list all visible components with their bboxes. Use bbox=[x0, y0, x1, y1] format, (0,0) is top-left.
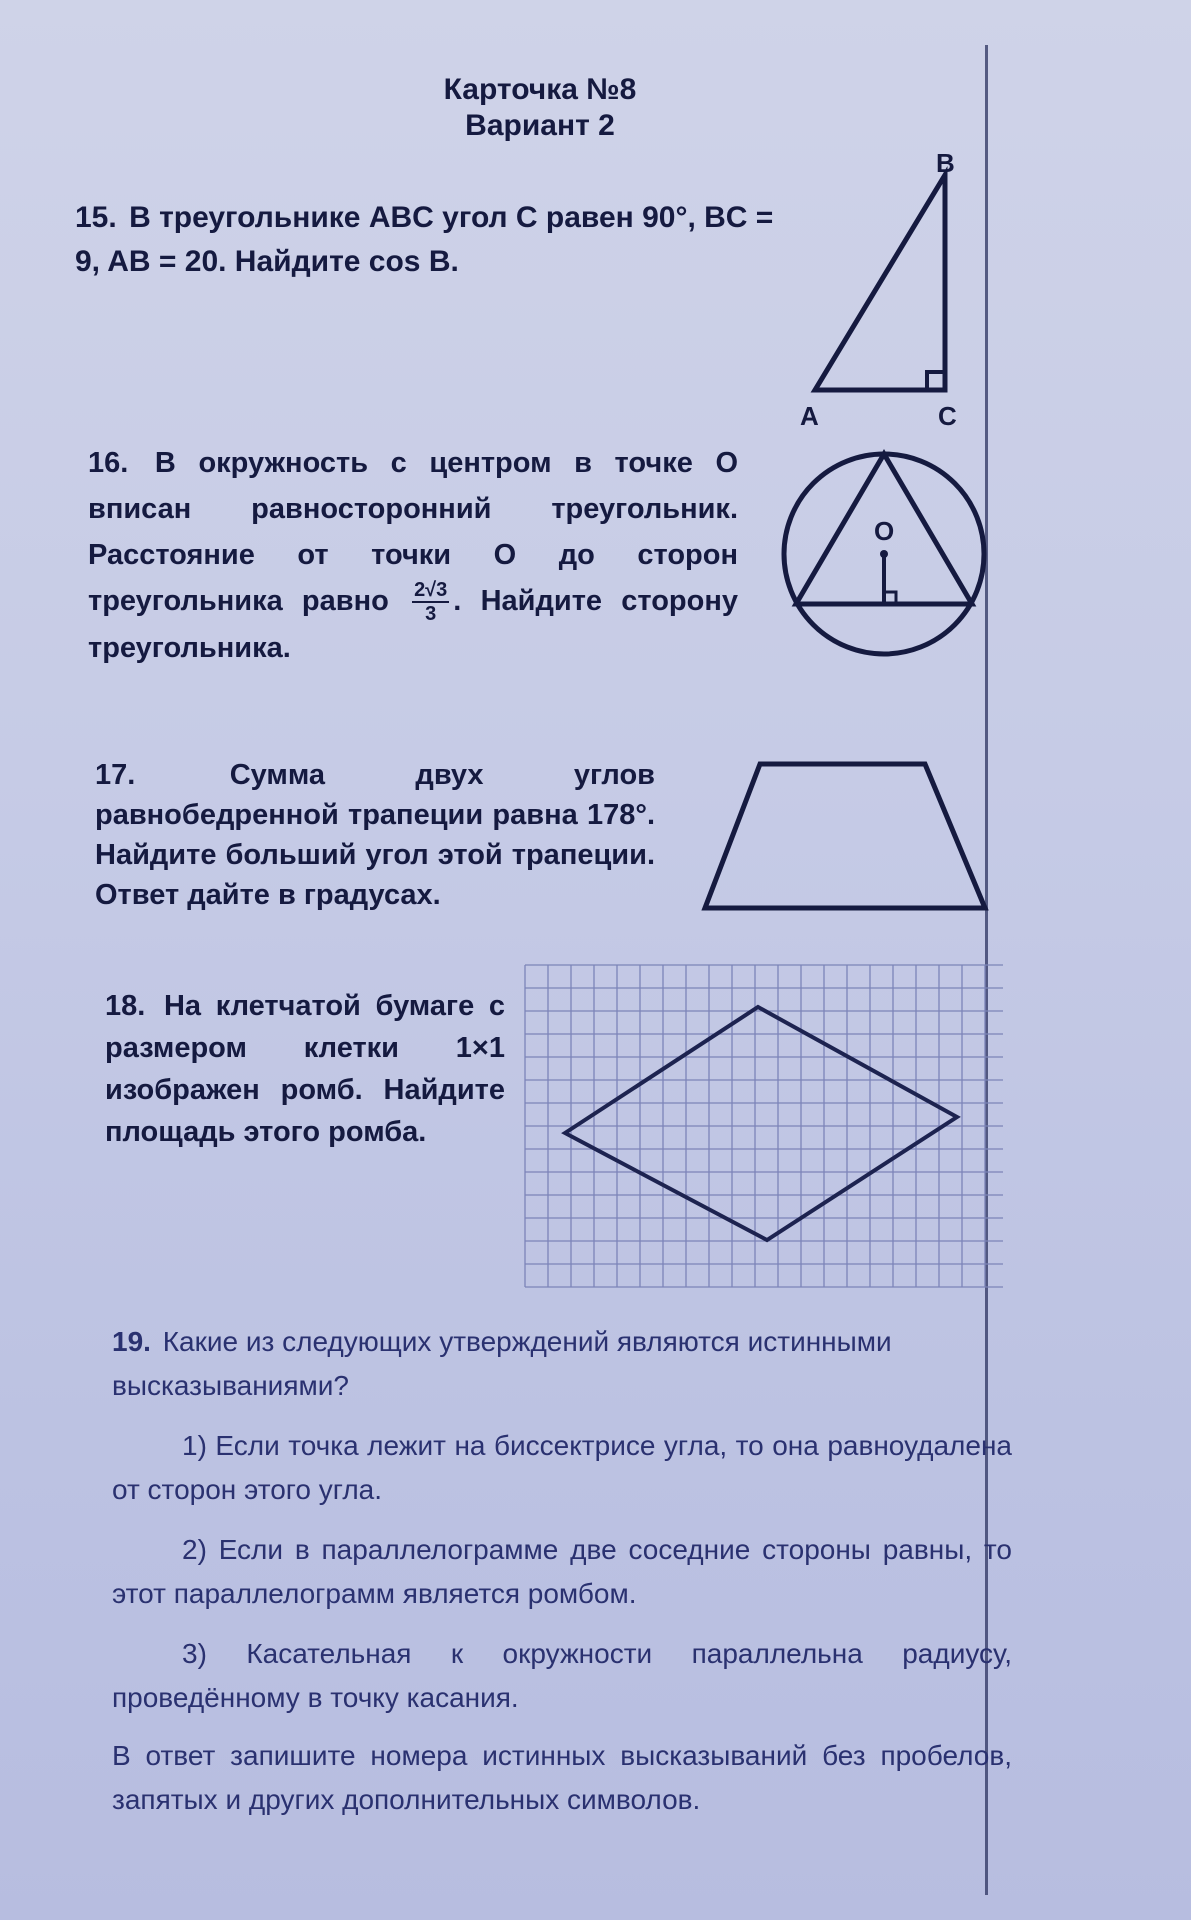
triangle-shape bbox=[815, 175, 945, 390]
problem-text-before: В окружность с центром в точке O вписан равносторонний треугольник. Расстояние от точки O до сторон треугольника равно bbox=[88, 447, 738, 617]
center-label-o: O bbox=[874, 516, 895, 546]
statement-3: 3) Касательная к окружности параллельна радиусу, проведённому в точку касания. bbox=[112, 1638, 1012, 1713]
inscribed-triangle-figure bbox=[780, 440, 990, 675]
fraction-denominator: 3 bbox=[425, 603, 437, 626]
problem-number: 18. bbox=[105, 990, 146, 1022]
center-point bbox=[880, 550, 888, 558]
vertex-label-b: B bbox=[936, 148, 955, 178]
fraction-numerator: 2√3 bbox=[414, 579, 448, 602]
answer-instruction: В ответ запишите номера истинных высказываний без пробелов, запятых и других дополнительных символов. bbox=[112, 1740, 1012, 1815]
trapezoid-shape bbox=[705, 764, 985, 908]
card-header bbox=[340, 72, 740, 144]
problem-18 bbox=[105, 985, 505, 1153]
trapezoid-figure bbox=[695, 750, 995, 925]
problem-question: Какие из следующих утверждений являются истинными высказываниями? bbox=[112, 1326, 892, 1401]
problem-text: В треугольнике ABC угол C равен 90°, BC = 9, AB = 20. Найдите cos B. bbox=[75, 201, 774, 278]
vertex-label-c: C bbox=[938, 401, 957, 431]
right-triangle-figure bbox=[800, 150, 980, 445]
problem-question-line bbox=[112, 1320, 1012, 1408]
problem-text: На клетчатой бумаге с размером клетки 1×1 изображен ромб. Найдите площадь этого ромба. bbox=[105, 990, 505, 1148]
grid-rhombus-figure bbox=[525, 965, 1005, 1305]
statement-1: 1) Если точка лежит на биссектрисе угла, то она равноудалена от сторон этого угла. bbox=[112, 1430, 1012, 1505]
fraction bbox=[412, 579, 449, 625]
variant-title: Вариант 2 bbox=[465, 109, 615, 142]
statement-2: 2) Если в параллелограмме две соседние стороны равны, то этот параллелограмм является ромбом. bbox=[112, 1534, 1012, 1609]
problem-19 bbox=[112, 1320, 1012, 1850]
problem-number: 17. bbox=[95, 759, 136, 791]
problem-16 bbox=[88, 440, 738, 671]
problem-text-after: . Найдите сторону треугольника. bbox=[88, 585, 738, 665]
problem-15 bbox=[75, 196, 795, 284]
vertex-label-a: A bbox=[800, 401, 819, 431]
card-title: Карточка №8 bbox=[443, 73, 637, 106]
problem-number: 19. bbox=[112, 1326, 151, 1357]
right-angle-mark bbox=[927, 372, 945, 390]
problem-text: Сумма двух углов равнобедренной трапеции равна 178°. Найдите больший угол этой трапеции. Ответ дайте в градусах. bbox=[95, 759, 655, 911]
problem-number: 16. bbox=[88, 447, 129, 479]
problem-number: 15. bbox=[75, 201, 117, 234]
problem-17 bbox=[95, 755, 655, 915]
rhombus-shape bbox=[565, 1007, 957, 1240]
